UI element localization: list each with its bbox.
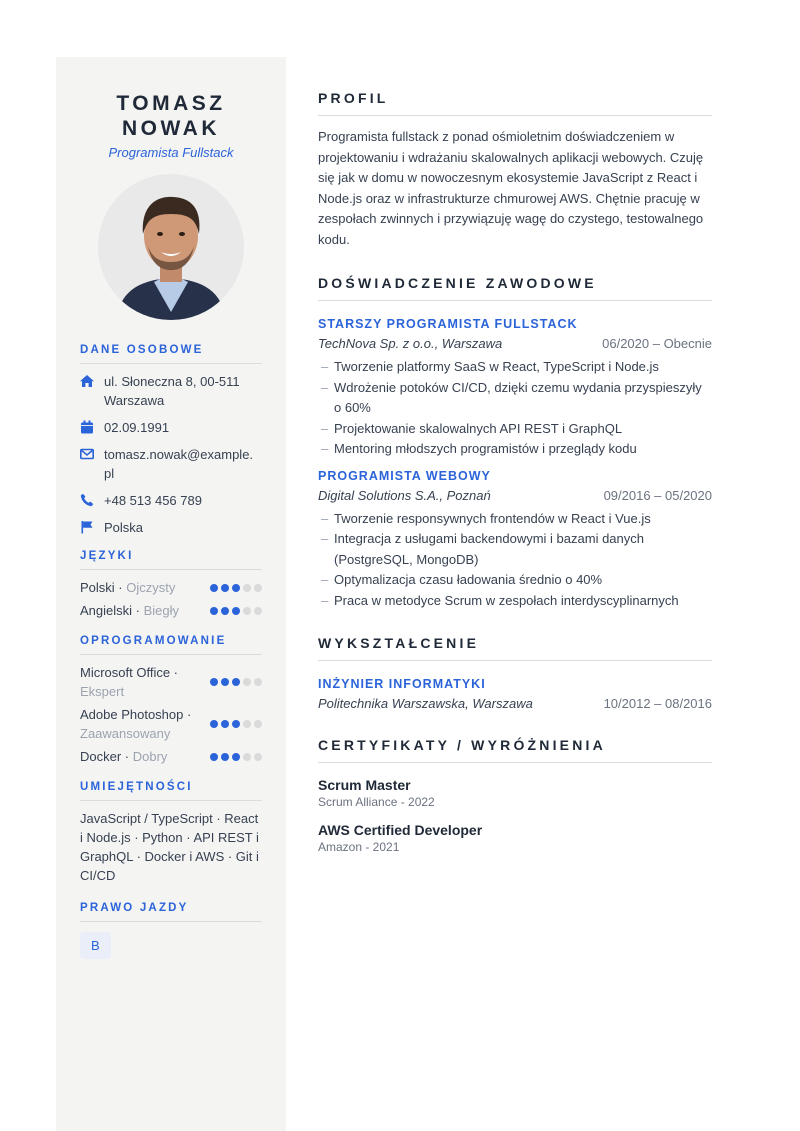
software-heading: OPROGRAMOWANIE	[80, 635, 262, 655]
envelope-icon	[80, 447, 94, 461]
phone-number[interactable]: +48 513 456 789	[104, 493, 202, 508]
software-name: Docker	[80, 749, 122, 764]
skills-list: JavaScript / TypeScript · React i Node.js · Python · API REST i GraphQL · Docker i AWS · Git i CI/CD	[80, 811, 259, 883]
job-company: Digital Solutions S.A., Poznań	[318, 487, 491, 503]
level-dots	[210, 607, 262, 615]
software-row-photoshop	[80, 705, 262, 743]
language-label: Angielski · Biegły	[80, 603, 180, 618]
list-item: – Tworzenie platformy SaaS w React, TypeScript i Node.js	[318, 357, 712, 378]
phone-row	[80, 491, 262, 510]
level-dots	[210, 584, 262, 592]
cert-name: Scrum Master	[318, 777, 411, 793]
education-entry	[318, 677, 712, 713]
job-company: TechNova Sp. z o.o., Warszawa	[318, 336, 503, 351]
phone-icon	[80, 493, 94, 507]
education-dates: 10/2012 – 08/2016	[603, 696, 712, 711]
level-dots	[210, 720, 262, 728]
email-line2: pl	[104, 466, 115, 481]
flag-icon	[80, 520, 94, 534]
language-name: Angielski	[80, 603, 133, 618]
sidebar	[56, 57, 286, 1131]
language-name: Polski	[80, 580, 115, 595]
languages-heading: JĘZYKI	[80, 550, 262, 570]
certificates-heading: CERTYFIKATY / WYRÓŻNIENIA	[318, 737, 712, 763]
email-row	[80, 445, 262, 483]
software-level: Dobry	[132, 749, 168, 764]
address-line2: Warszawa	[104, 393, 165, 408]
language-label: Polski · Ojczysty	[80, 580, 176, 595]
job-entry	[318, 317, 712, 460]
language-level: Biegły	[143, 603, 180, 618]
address-row	[80, 372, 262, 410]
software-name: Microsoft Office	[80, 665, 171, 680]
software-label: Microsoft Office · Ekspert	[80, 665, 179, 699]
cert-issuer: Amazon - 2021	[318, 840, 400, 854]
email-text[interactable]	[104, 445, 253, 483]
software-row-office	[80, 663, 262, 701]
name-heading	[80, 91, 262, 141]
software-level: Ekspert	[80, 684, 125, 699]
education-meta	[318, 695, 712, 713]
list-item: – Mentoring młodszych programistów i przeglądy kodu	[318, 439, 712, 460]
job-dates: 09/2016 – 05/2020	[603, 487, 712, 503]
list-item: – Projektowanie skalowalnych API REST i GraphQL	[318, 419, 712, 440]
profile-text: Programista fullstack z ponad ośmioletnim doświadczeniem w projektowaniu i wdrażaniu skalowalnych aplikacji webowych. Czuję się jak w domu w nowoczesnym ekosystemie JavaScript z React i Node.js oraz w infrastrukturze chmurowej AWS. Chętnie pracuję w zespołach zwinnych i przywiązuję wagę do czystego, testowalnego kodu.	[318, 129, 704, 247]
list-item: – Optymalizacja czasu ładowania średnio o 40%	[318, 570, 712, 591]
cert-name: AWS Certified Developer	[318, 822, 483, 838]
job-title: PROGRAMISTA WEBOWY	[318, 468, 491, 483]
skills-heading: UMIEJĘTNOŚCI	[80, 781, 262, 801]
level-dots	[210, 678, 262, 686]
job-meta	[318, 335, 712, 353]
school-name: Politechnika Warszawska, Warszawa	[318, 696, 533, 711]
birth-date-row	[80, 418, 262, 437]
experience-heading: DOŚWIADCZENIE ZAWODOWE	[318, 275, 712, 301]
job-dates: 06/2020 – Obecnie	[602, 336, 712, 351]
country: Polska	[104, 520, 144, 535]
main-content	[318, 90, 712, 854]
license-badge: B	[80, 932, 111, 959]
cert-entry	[318, 822, 712, 854]
job-entry	[318, 469, 712, 612]
job-bullets	[318, 357, 712, 460]
software-name: Adobe Photoshop	[80, 707, 184, 722]
calendar-icon	[80, 420, 94, 434]
cert-entry	[318, 777, 712, 809]
list-item: – Tworzenie responsywnych frontendów w React i Vue.js	[318, 509, 712, 530]
list-item: – Praca w metodyce Scrum w zespołach interdyscyplinarnych	[318, 591, 712, 612]
driving-license-heading: PRAWO JAZDY	[80, 902, 262, 922]
birth-date: 02.09.1991	[104, 420, 170, 435]
software-level: Zaawansowany	[80, 726, 171, 741]
software-label: Adobe Photoshop · Zaawansowany	[80, 707, 192, 741]
address-text	[104, 372, 240, 410]
level-dots	[210, 753, 262, 761]
software-label: Docker · Dobry	[80, 749, 168, 764]
cert-issuer: Scrum Alliance - 2022	[318, 795, 435, 809]
email-line1: tomasz.nowak@example.	[104, 447, 254, 462]
first-name: TOMASZ	[116, 92, 226, 115]
home-icon	[80, 374, 94, 388]
personal-data-heading: DANE OSOBOWE	[80, 344, 262, 364]
language-row-polski	[80, 578, 262, 597]
address-line1: ul. Słoneczna 8, 00-511	[104, 374, 240, 389]
profile-heading: PROFIL	[318, 90, 712, 116]
software-row-docker	[80, 747, 262, 766]
language-row-angielski	[80, 601, 262, 620]
job-bullets	[318, 509, 712, 612]
last-name: NOWAK	[122, 117, 220, 140]
education-heading: WYKSZTAŁCENIE	[318, 635, 712, 661]
job-role: Programista Fullstack	[108, 145, 234, 160]
list-item: – Integracja z usługami backendowymi i bazami danych (PostgreSQL, MongoDB)	[318, 529, 712, 570]
country-row	[80, 518, 262, 537]
list-item: – Wdrożenie potoków CI/CD, dzięki czemu wydania przyspieszyły o 60%	[318, 378, 712, 419]
job-meta	[318, 487, 712, 505]
degree-title: INŻYNIER INFORMATYKI	[318, 677, 486, 691]
language-level: Ojczysty	[126, 580, 176, 595]
profile-photo	[98, 174, 244, 320]
job-title: STARSZY PROGRAMISTA FULLSTACK	[318, 317, 578, 331]
